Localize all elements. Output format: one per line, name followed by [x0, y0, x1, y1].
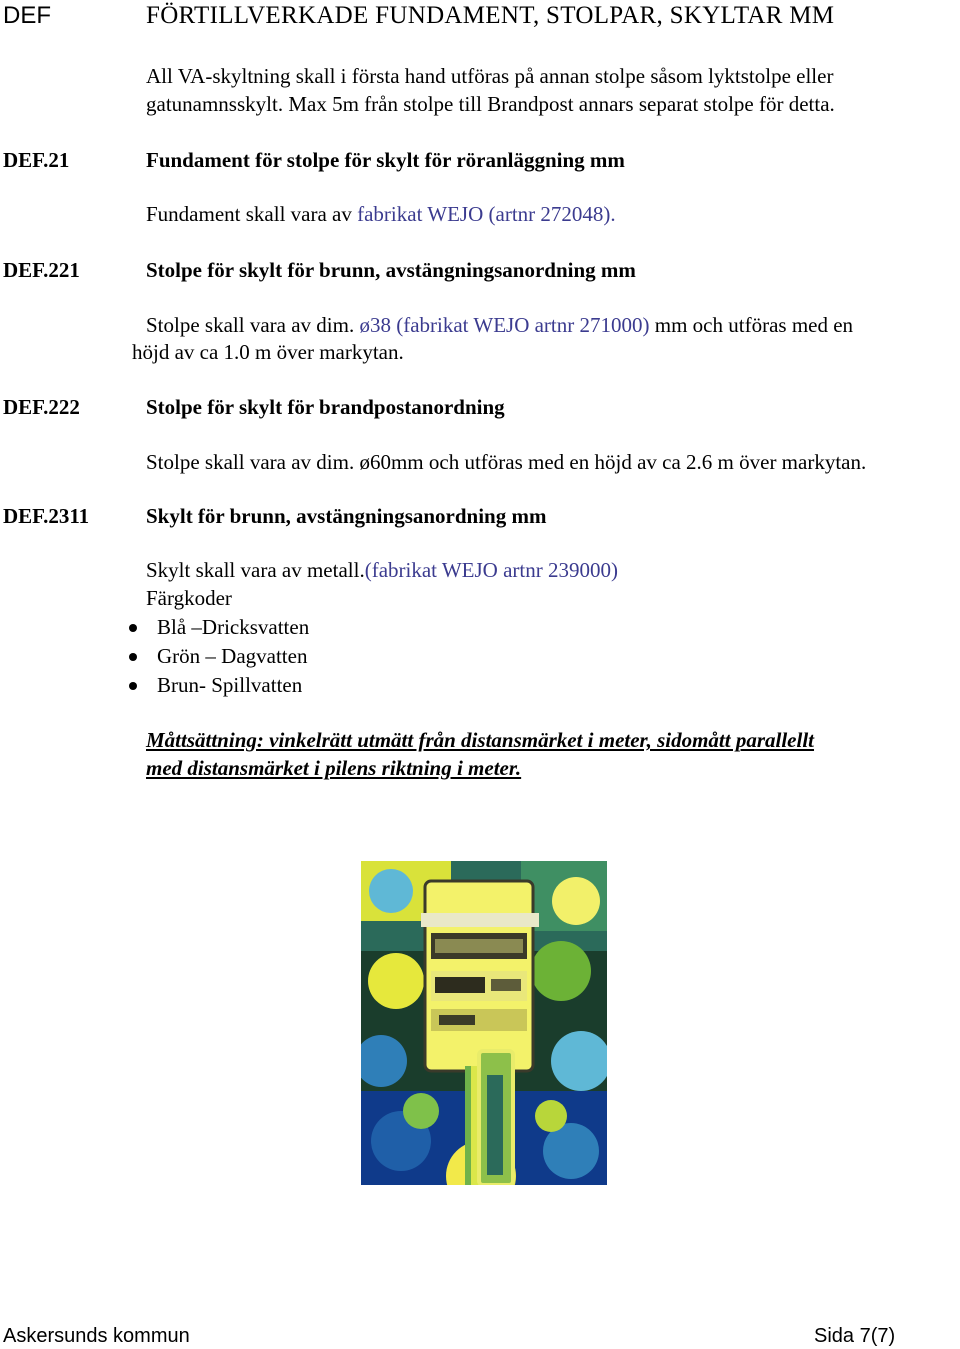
- measurement-note-line-1: Måttsättning: vinkelrätt utmätt från distansmärket i meter, sidomått parallellt: [146, 728, 815, 752]
- section-text-def221-line1: [146, 312, 853, 338]
- footer-page-number: Sida 7(7): [814, 1325, 896, 1347]
- chapter-code: DEF: [3, 2, 51, 29]
- color-code-item: Blå –Dricksvatten: [157, 615, 310, 639]
- section-heading-def2311: Skylt för brunn, avstängningsanordning mm: [146, 504, 547, 528]
- section-text-def221-line2: höjd av ca 1.0 m över markytan.: [132, 340, 404, 364]
- section-text-def2311-plain: Skylt skall vara av metall.: [146, 558, 365, 582]
- section-text-def21-blue: fabrikat WEJO (artnr 272048).: [357, 202, 616, 226]
- color-code-item: Grön – Dagvatten: [157, 644, 308, 668]
- color-codes-label: Färgkoder: [146, 586, 232, 610]
- section-code-def221: DEF.221: [3, 258, 80, 282]
- measurement-note-line-2: med distansmärket i pilens riktning i meter.: [146, 756, 522, 780]
- section-text-def2311-blue: (fabrikat WEJO artnr 239000): [364, 558, 618, 582]
- section-heading-def221: Stolpe för skylt för brunn, avstängningsanordning mm: [146, 258, 636, 282]
- section-text-def21-plain: Fundament skall vara av: [146, 202, 358, 226]
- section-heading-def21: Fundament för stolpe för skylt för röranläggning mm: [146, 148, 625, 172]
- footer-organization: Askersunds kommun: [3, 1325, 190, 1347]
- section-text-def221-plain: Stolpe skall vara av dim.: [146, 313, 360, 337]
- section-code-def21: DEF.21: [3, 148, 70, 172]
- color-code-item: Brun- Spillvatten: [157, 673, 303, 697]
- sign-photo: [361, 861, 607, 1185]
- bullet-icon: [129, 624, 137, 632]
- bullet-icon: [129, 653, 137, 661]
- bullet-icon: [129, 682, 137, 690]
- section-code-def2311: DEF.2311: [3, 504, 90, 528]
- intro-line-2: gatunamnsskylt. Max 5m från stolpe till Brandpost annars separat stolpe för detta.: [146, 92, 835, 116]
- section-text-def222: Stolpe skall vara av dim. ø60mm och utföras med en höjd av ca 2.6 m över markytan.: [146, 450, 867, 474]
- section-text-def21: [146, 201, 616, 227]
- section-code-def222: DEF.222: [3, 395, 80, 419]
- section-heading-def222: Stolpe för skylt för brandpostanordning: [146, 395, 505, 419]
- section-text-def221-tail: mm och utföras med en: [649, 313, 854, 337]
- intro-line-1: All VA-skyltning skall i första hand utföras på annan stolpe såsom lyktstolpe eller: [146, 64, 834, 88]
- chapter-title: FÖRTILLVERKADE FUNDAMENT, STOLPAR, SKYLTAR MM: [146, 2, 835, 29]
- section-text-def221-blue: ø38 (fabrikat WEJO artnr 271000): [359, 313, 650, 337]
- section-text-def2311: [146, 557, 618, 583]
